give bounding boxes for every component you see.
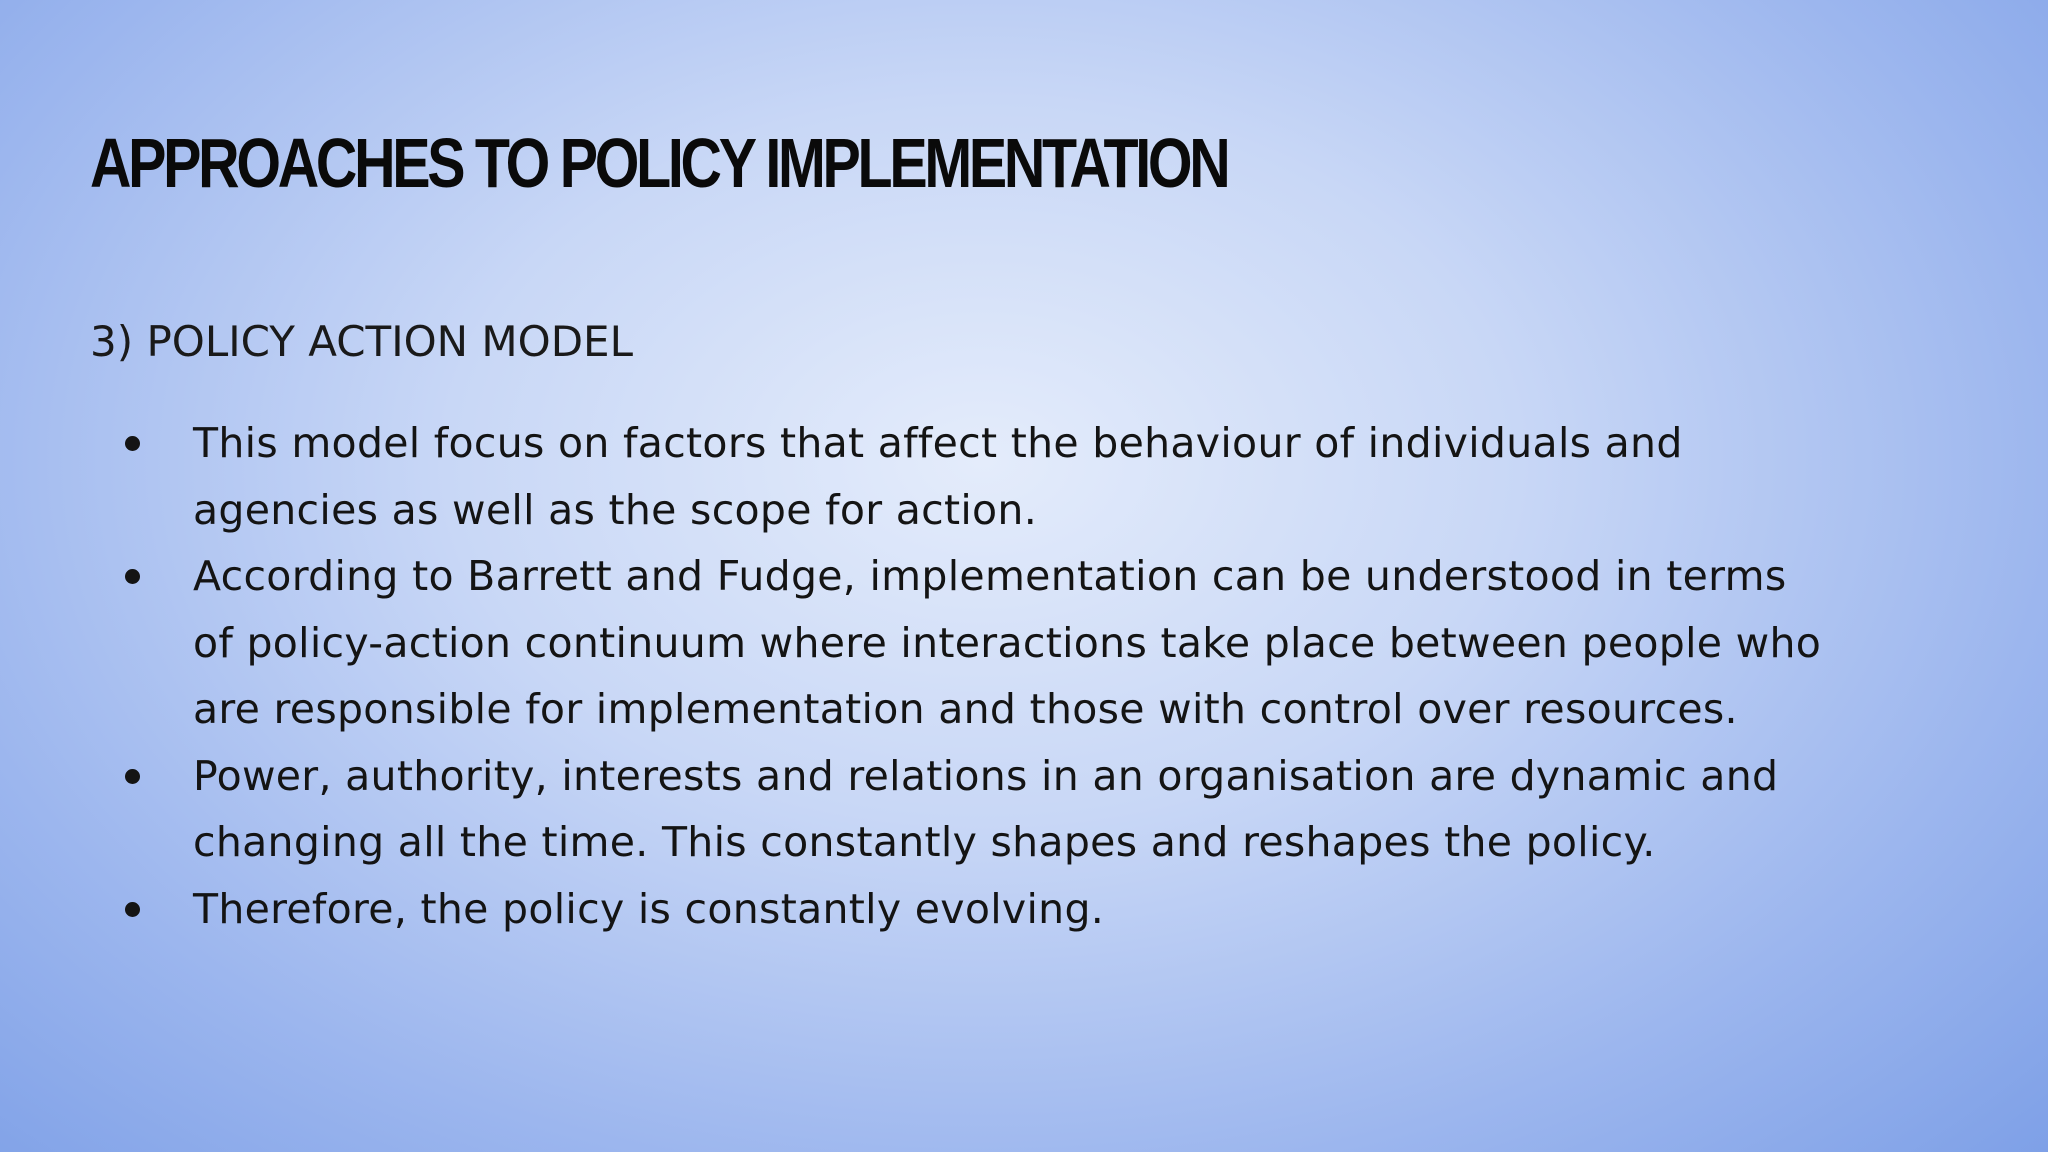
slide-title: APPROACHES TO POLICY IMPLEMENTATION <box>90 124 1228 202</box>
bullet-item <box>120 876 2000 943</box>
bullet-line: agencies as well as the scope for action. <box>193 485 1038 534</box>
bullet-line: changing all the time. This constantly shapes and reshapes the policy. <box>193 818 1656 866</box>
bullet-dot-icon <box>125 569 140 584</box>
bullet-line: This model focus on factors that affect the behaviour of individuals and <box>193 419 1683 467</box>
bullet-line: Power, authority, interests and relations in an organisation are dynamic and <box>193 751 1779 800</box>
bullet-item <box>120 543 2000 743</box>
bullet-dot-icon <box>125 769 140 784</box>
bullet-line: of policy-action continuum where interactions take place between people who <box>193 618 1822 667</box>
bullet-dot-icon <box>125 902 140 917</box>
bullet-line: According to Barrett and Fudge, implementation can be understood in terms <box>193 552 1787 600</box>
bullet-dot-icon <box>125 436 140 451</box>
bullet-item <box>120 743 2000 876</box>
bullet-line: Therefore, the policy is constantly evolving. <box>193 884 1105 933</box>
bullet-list <box>120 410 2000 942</box>
bullet-line: are responsible for implementation and those with control over resources. <box>193 685 1738 733</box>
bullet-item <box>120 410 2000 543</box>
section-heading: 3) POLICY ACTION MODEL <box>90 317 633 366</box>
